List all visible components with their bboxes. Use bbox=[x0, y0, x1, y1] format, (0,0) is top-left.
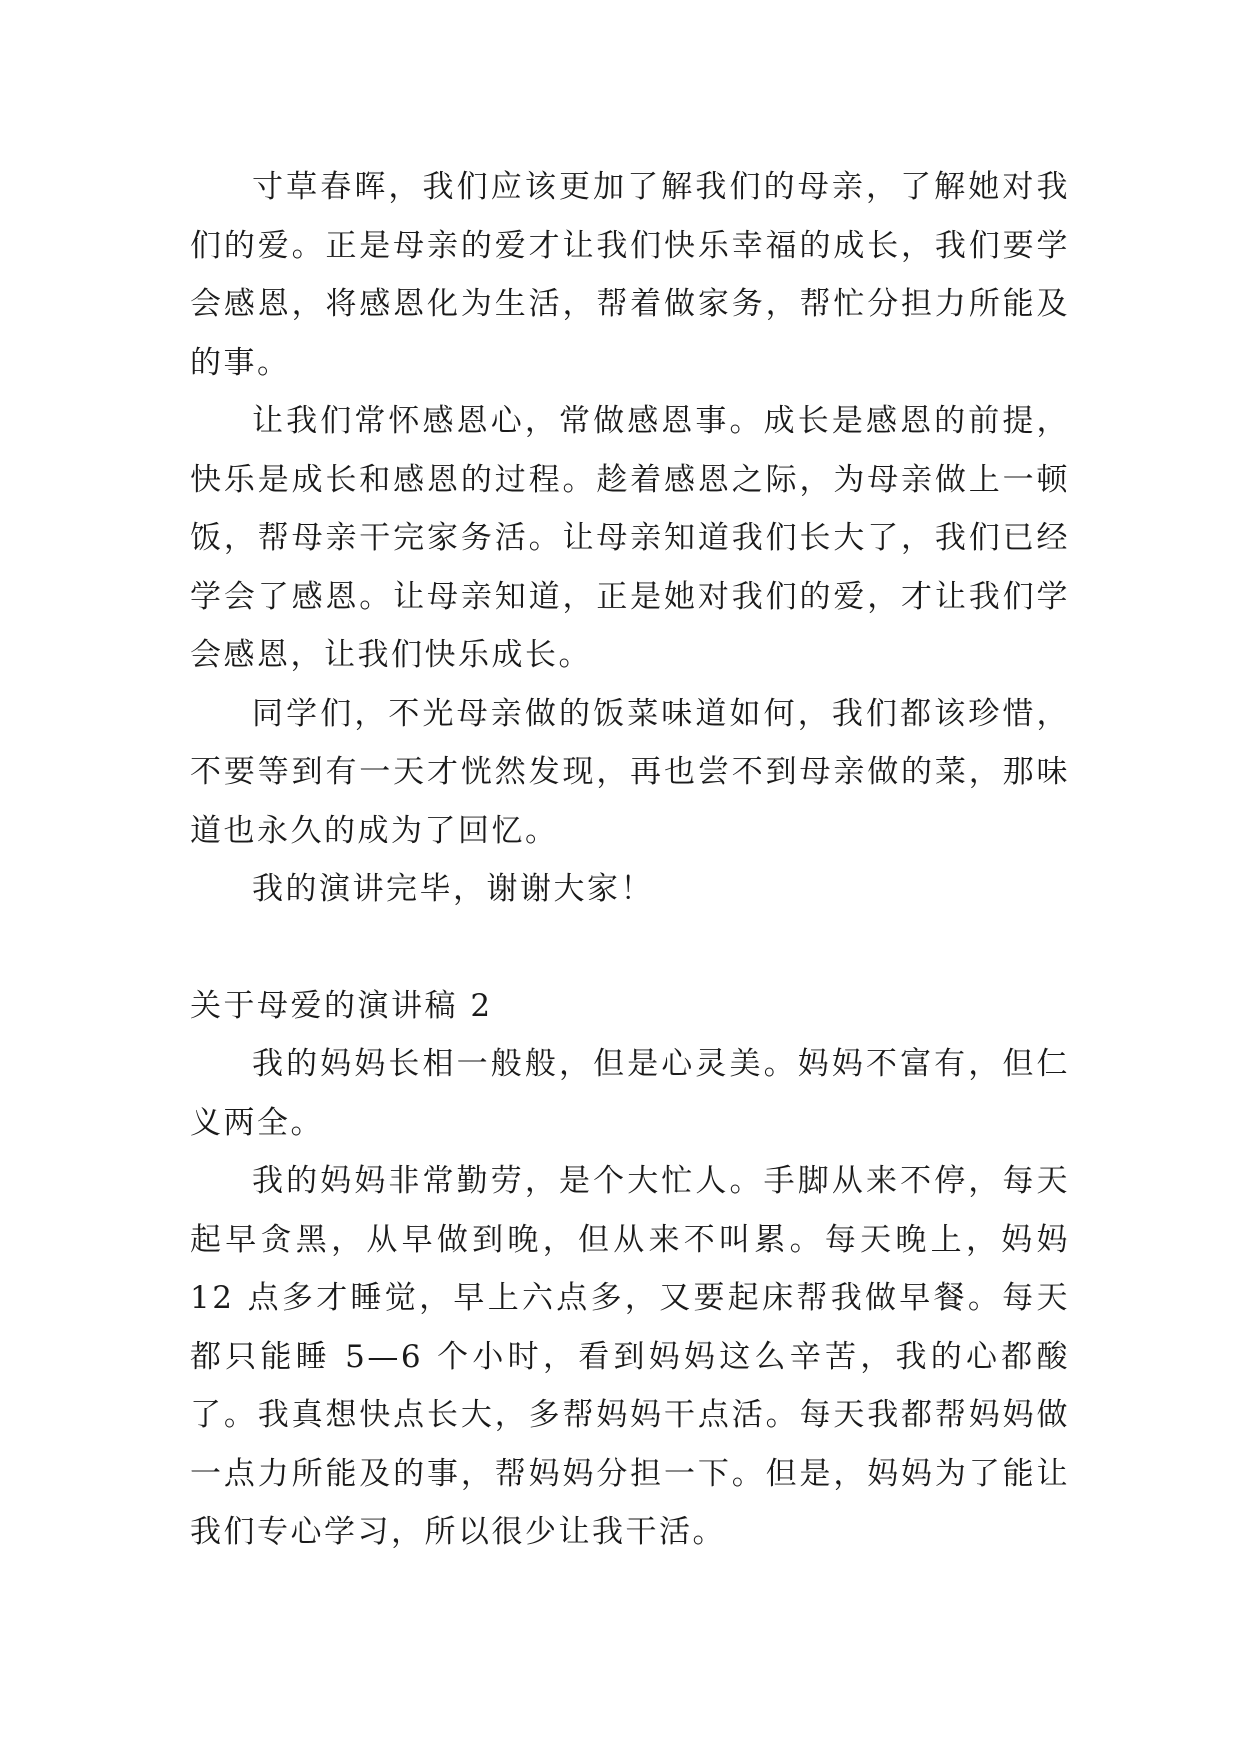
paragraph-grow-up: 让我们常怀感恩心，常做感恩事。成长是感恩的前提，快乐是成长和感恩的过程。趁着感恩之际，为母亲做上一顿饭，帮母亲干完家务活。让母亲知道我们长大了，我们已经学会了感恩。让母亲知道，正是她对我们的爱，才让我们学会感恩，让我们快乐成长。 bbox=[190, 403, 1070, 673]
paragraph-closing: 我的演讲完毕，谢谢大家！ bbox=[252, 871, 654, 907]
document-body bbox=[190, 158, 1070, 1562]
section-heading: 关于母爱的演讲稿 2 bbox=[190, 987, 493, 1024]
paragraph-gratitude: 寸草春晖，我们应该更加了解我们的母亲，了解她对我们的爱。正是母亲的爱才让我们快乐幸福的成长，我们要学会感恩，将感恩化为生活，帮着做家务，帮忙分担力所能及的事。 bbox=[190, 169, 1070, 381]
paragraph-cherish: 同学们，不光母亲做的饭菜味道如何，我们都该珍惜，不要等到有一天才恍然发现，再也尝不到母亲做的菜，那味道也永久的成为了回忆。 bbox=[190, 695, 1070, 849]
paragraph-mother-intro: 我的妈妈长相一般般，但是心灵美。妈妈不富有，但仁义两全。 bbox=[190, 1046, 1070, 1141]
paragraph-mother-hardworking: 我的妈妈非常勤劳，是个大忙人。手脚从来不停，每天起早贪黑，从早做到晚，但从来不叫累。每天晚上，妈妈 12 点多才睡觉，早上六点多，又要起床帮我做早餐。每天都只能睡 5—6 个小时，看到妈妈这么辛苦，我的心都酸了。我真想快点长大，多帮妈妈干点活。每天我都帮妈妈做一点力所能及的事，帮妈妈分担一下。但是，妈妈为了能让我们专心学习，所以很少让我干活。 bbox=[190, 1163, 1070, 1550]
